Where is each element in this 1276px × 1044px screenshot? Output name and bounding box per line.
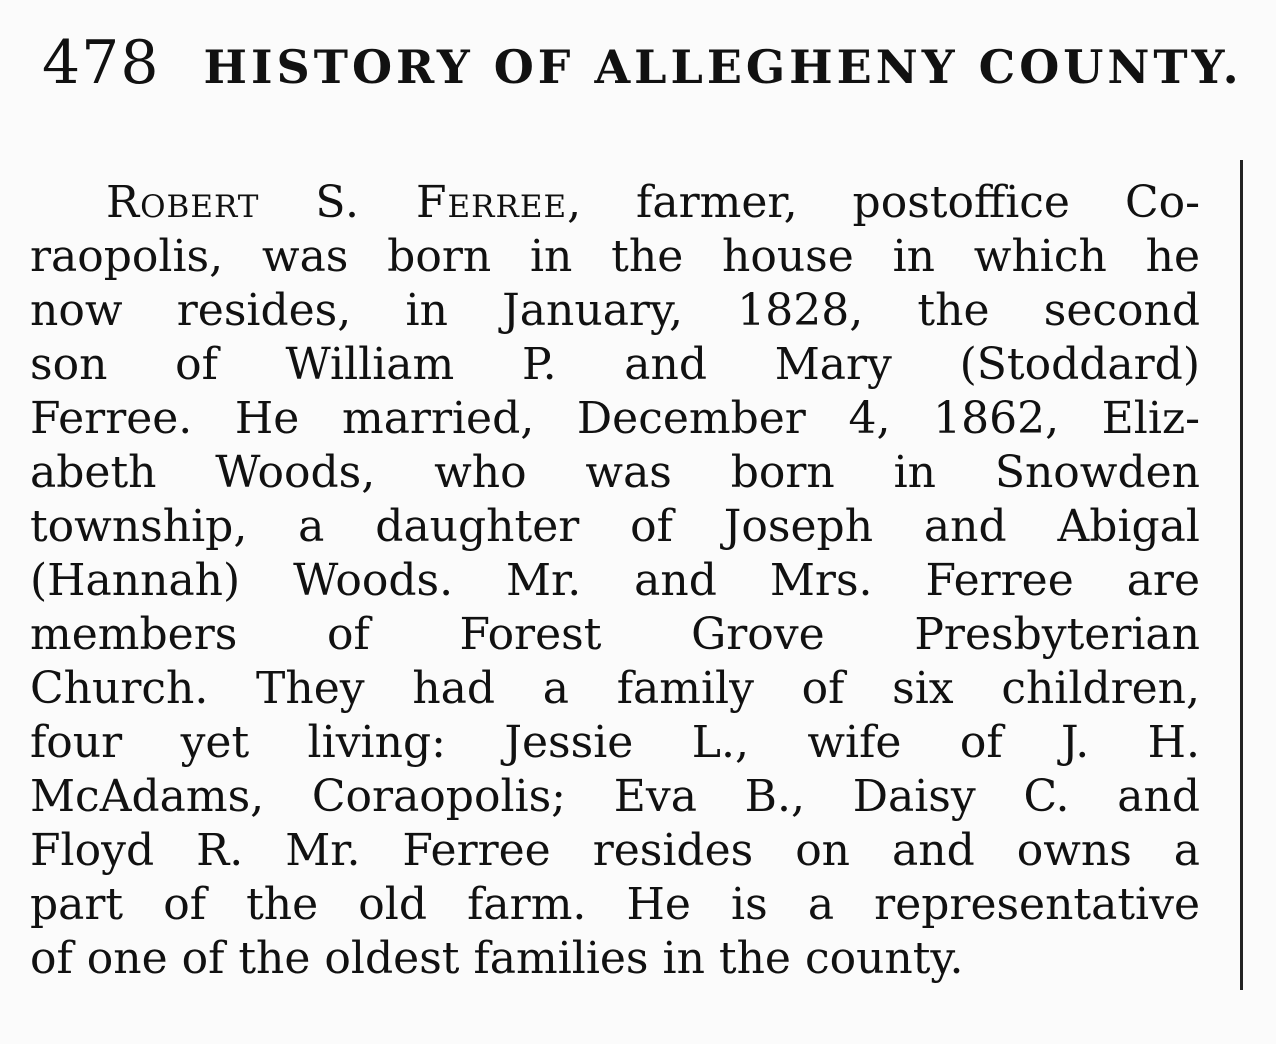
- column-rule: [1240, 160, 1243, 990]
- article-line: four yet living: Jessie L., wife of J. H.: [30, 717, 1200, 768]
- article-line: McAdams, Coraopolis; Eva B., Daisy C. and: [30, 771, 1200, 822]
- article-line: of one of the oldest families in the county.: [30, 933, 964, 984]
- article-line: abeth Woods, who was born in Snowden: [30, 447, 1200, 498]
- page-number: 478: [42, 28, 160, 98]
- article-line: members of Forest Grove Presbyterian: [30, 609, 1200, 660]
- article-line: part of the old farm. He is a representative: [30, 879, 1200, 930]
- article-line: now resides, in January, 1828, the second: [30, 285, 1200, 336]
- article-line: Ferree. He married, December 4, 1862, Eliz-: [30, 393, 1200, 444]
- article-line: son of William P. and Mary (Stoddard): [30, 339, 1200, 390]
- biography-article: [30, 176, 1200, 996]
- article-line: township, a daughter of Joseph and Abigal: [30, 501, 1200, 552]
- article-line: raopolis, was born in the house in which he: [30, 231, 1200, 282]
- article-line: (Hannah) Woods. Mr. and Mrs. Ferree are: [30, 555, 1200, 606]
- article-line: Robert S. Ferree, farmer, postoffice Co-: [106, 177, 1200, 228]
- running-head: HISTORY OF ALLEGHENY COUNTY.: [203, 40, 1243, 94]
- subject-name: Robert S. Ferree: [106, 177, 568, 228]
- page-header: [42, 18, 1252, 108]
- article-line: Church. They had a family of six children,: [30, 663, 1200, 714]
- article-line: Floyd R. Mr. Ferree resides on and owns a: [30, 825, 1200, 876]
